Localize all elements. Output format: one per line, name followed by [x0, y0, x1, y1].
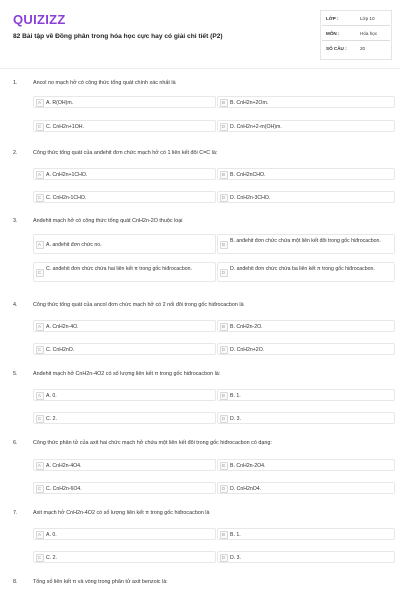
question-text: Axit mạch hở CnH2n-4O2 có số lượng liên kết π trong gốc hiđrocacbon là	[33, 510, 210, 516]
option-b[interactable]	[217, 389, 395, 401]
option-text: A. CnH2n-4O.	[46, 323, 79, 330]
quizizz-logo: QUIZIZZ	[13, 12, 66, 27]
option-text: B. CnH2n+2Om.	[230, 99, 269, 106]
option-b[interactable]	[217, 96, 395, 108]
option-letter: D	[220, 346, 228, 354]
option-text: C. 2.	[46, 554, 57, 561]
option-a[interactable]	[33, 320, 216, 332]
option-c[interactable]	[33, 120, 216, 132]
question-number: 8.	[13, 579, 18, 585]
document-title: 82 Bài tập về Đồng phân trong hóa học cực hay có giải chi tiết (P2)	[13, 33, 223, 40]
option-d[interactable]	[217, 262, 395, 282]
option-letter: C	[36, 346, 44, 354]
option-letter: C	[36, 123, 44, 131]
option-c[interactable]	[33, 262, 216, 282]
option-letter: A	[36, 462, 44, 470]
meta-label: LỚP :	[326, 16, 339, 21]
option-text: B. CnH2nCHO.	[230, 171, 266, 178]
option-b[interactable]	[217, 528, 395, 540]
option-text: B. CnH2n-2O4.	[230, 462, 266, 469]
option-text: D. anđehit đơn chức chứa ba liên kết π trong gốc hiđrocacbon.	[230, 265, 375, 272]
option-letter: D	[220, 415, 228, 423]
option-a[interactable]	[33, 168, 216, 180]
option-letter: A	[36, 241, 44, 249]
option-d[interactable]	[217, 482, 395, 494]
option-letter: C	[36, 485, 44, 493]
option-text: C. CnH2n-6O4.	[46, 485, 82, 492]
question-text: Anđehit mạch hở CnH2n-4O2 có số lượng liên kết π trong gốc hiđrocacbon là:	[33, 371, 221, 377]
option-text: D. CnH2n+2-m(OH)m.	[230, 123, 282, 130]
option-d[interactable]	[217, 551, 395, 563]
option-text: D. CnH2n+2O.	[230, 346, 265, 353]
question-number: 6.	[13, 440, 18, 446]
option-b[interactable]	[217, 168, 395, 180]
option-text: A. CnH2n-4O4.	[46, 462, 82, 469]
option-letter: A	[36, 171, 44, 179]
option-c[interactable]	[33, 482, 216, 494]
option-a[interactable]	[33, 234, 216, 254]
option-letter: A	[36, 323, 44, 331]
option-letter: A	[36, 392, 44, 400]
option-text: C. 2.	[46, 415, 57, 422]
option-b[interactable]	[217, 320, 395, 332]
meta-value: Lớp 10	[360, 16, 375, 21]
meta-value: 20	[360, 46, 366, 51]
option-letter: D	[220, 554, 228, 562]
meta-value: Hóa học	[360, 31, 378, 36]
option-letter: C	[36, 415, 44, 423]
header-divider	[0, 68, 400, 69]
option-text: A. 0.	[46, 392, 57, 399]
question-number: 1.	[13, 80, 18, 86]
option-letter: A	[36, 99, 44, 107]
option-letter: D	[220, 194, 228, 202]
option-letter: B	[220, 99, 228, 107]
question-number: 5.	[13, 371, 18, 377]
question-number: 7.	[13, 510, 18, 516]
option-text: C. CnH2n+1OH.	[46, 123, 84, 130]
option-c[interactable]	[33, 412, 216, 424]
option-a[interactable]	[33, 96, 216, 108]
option-letter: D	[220, 485, 228, 493]
question-text: Ancol no mạch hở có công thức tổng quát chính xác nhất là	[33, 80, 176, 86]
option-a[interactable]	[33, 528, 216, 540]
option-letter: A	[36, 531, 44, 539]
option-letter: B	[220, 531, 228, 539]
option-d[interactable]	[217, 191, 395, 203]
option-text: D. CnH2nO4.	[230, 485, 262, 492]
option-b[interactable]	[217, 459, 395, 471]
question-text: Anđehit mạch hở có công thức tổng quát CnH2n-2O thuộc loại	[33, 218, 183, 224]
option-letter: C	[36, 269, 44, 277]
option-c[interactable]	[33, 191, 216, 203]
option-text: A. R(OH)m.	[46, 99, 74, 106]
option-letter: B	[220, 171, 228, 179]
option-text: B. 1.	[230, 392, 241, 399]
option-c[interactable]	[33, 343, 216, 355]
option-text: B. 1.	[230, 531, 241, 538]
option-text: C. CnH2n-1CHO.	[46, 194, 87, 201]
option-letter: D	[220, 269, 228, 277]
question-text: Công thức tổng quát của anđehit đơn chức mạch hở có 1 liên kết đôi C=C là:	[33, 150, 218, 156]
meta-row-count	[322, 42, 390, 56]
option-text: B. anđehit đơn chức chứa một liên kết đôi trong gốc hiđrocacbon.	[230, 237, 381, 244]
option-b[interactable]	[217, 234, 395, 254]
option-letter: B	[220, 462, 228, 470]
option-text: A. anđehit đơn chức no.	[46, 241, 102, 248]
option-letter: C	[36, 194, 44, 202]
option-letter: D	[220, 123, 228, 131]
meta-row-class	[322, 12, 390, 26]
option-letter: B	[220, 392, 228, 400]
question-number: 2.	[13, 150, 18, 156]
option-text: C. CnH2nO.	[46, 346, 75, 353]
question-text: Tổng số liên kết π và vòng trong phân tử axit benzoic là:	[33, 579, 168, 585]
question-number: 3.	[13, 218, 18, 224]
option-c[interactable]	[33, 551, 216, 563]
meta-row-subject	[322, 27, 390, 41]
option-text: C. anđehit đơn chức chứa hai liên kết π trong gốc hiđrocacbon.	[46, 265, 193, 272]
option-text: D. 3.	[230, 554, 241, 561]
option-a[interactable]	[33, 389, 216, 401]
option-text: A. 0.	[46, 531, 57, 538]
option-text: D. 3.	[230, 415, 241, 422]
worksheet-header	[0, 0, 400, 66]
option-letter: B	[220, 241, 228, 249]
option-d[interactable]	[217, 343, 395, 355]
meta-label: MÔN :	[326, 31, 340, 36]
meta-label: SỐ CÂU :	[326, 46, 347, 51]
option-letter: B	[220, 323, 228, 331]
option-text: B. CnH2n-2O.	[230, 323, 263, 330]
question-number: 4.	[13, 302, 18, 308]
option-d[interactable]	[217, 120, 395, 132]
question-text: Công thức phân tử của axit hai chức mạch hở chứa một liên kết đôi trong gốc hiđrocacbon có dạng:	[33, 440, 272, 446]
option-text: D. CnH2n-3CHO.	[230, 194, 271, 201]
option-text: A. CnH2n+1CHO.	[46, 171, 88, 178]
question-text: Công thức tổng quát của ancol đơn chức mạch hở có 2 nối đôi trong gốc hiđrocacbon là	[33, 302, 244, 308]
option-letter: C	[36, 554, 44, 562]
option-d[interactable]	[217, 412, 395, 424]
option-a[interactable]	[33, 459, 216, 471]
